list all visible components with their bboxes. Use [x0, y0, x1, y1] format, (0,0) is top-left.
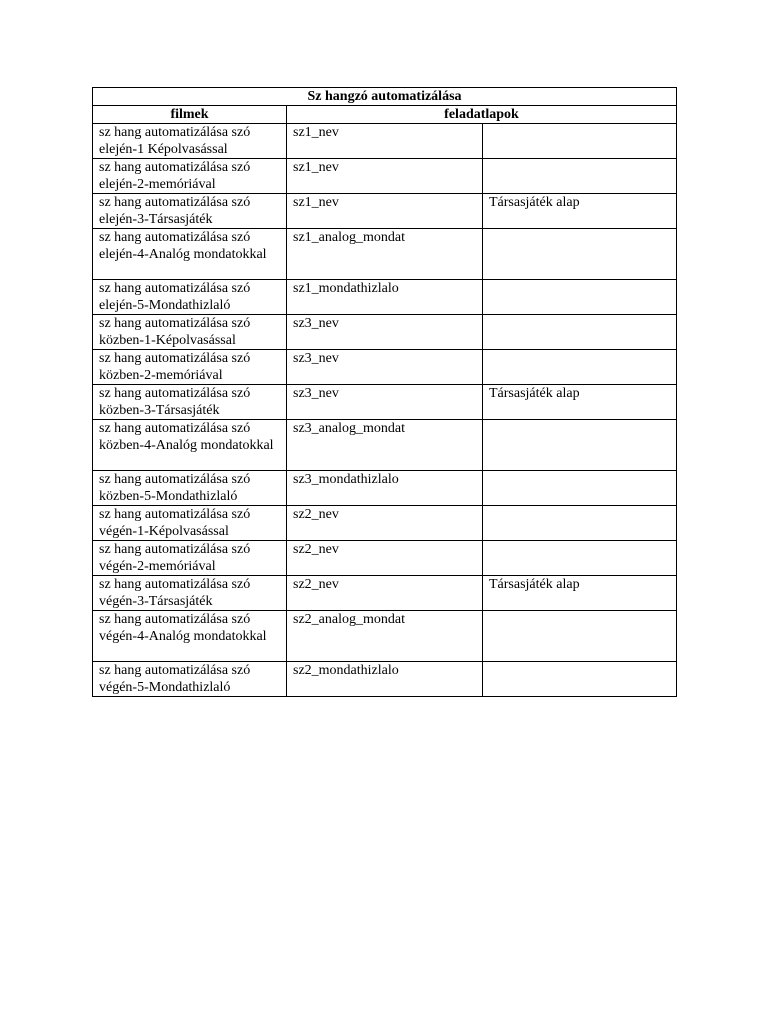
table-row — [93, 280, 677, 315]
film-cell: sz hang automatizálása szó közben-4-Analóg mondatokkal — [93, 420, 287, 471]
worksheet-cell: sz1_analog_mondat — [287, 229, 483, 280]
table-row — [93, 194, 677, 229]
table-row — [93, 229, 677, 280]
table-row — [93, 420, 677, 471]
film-cell: sz hang automatizálása szó végén-3-Társasjáték — [93, 576, 287, 611]
table-title: Sz hangzó automatizálása — [93, 88, 677, 106]
films-table — [92, 87, 677, 697]
extra-cell — [483, 506, 677, 541]
film-cell: sz hang automatizálása szó végén-2-memóriával — [93, 541, 287, 576]
extra-cell — [483, 280, 677, 315]
film-cell: sz hang automatizálása szó elején-3-Társasjáték — [93, 194, 287, 229]
table-row — [93, 506, 677, 541]
worksheet-cell: sz1_nev — [287, 194, 483, 229]
table-row — [93, 471, 677, 506]
extra-cell: Társasjáték alap — [483, 194, 677, 229]
table-row — [93, 350, 677, 385]
extra-cell — [483, 541, 677, 576]
document-page — [92, 87, 676, 697]
extra-cell — [483, 229, 677, 280]
worksheet-cell: sz3_mondathizlalo — [287, 471, 483, 506]
header-row — [93, 106, 677, 124]
extra-cell — [483, 159, 677, 194]
film-cell: sz hang automatizálása szó közben-5-Mondathizlaló — [93, 471, 287, 506]
worksheet-cell: sz3_nev — [287, 385, 483, 420]
extra-cell — [483, 420, 677, 471]
worksheet-cell: sz2_nev — [287, 541, 483, 576]
worksheet-cell: sz1_mondathizlalo — [287, 280, 483, 315]
worksheets-header: feladatlapok — [287, 106, 677, 124]
table-row — [93, 385, 677, 420]
extra-cell — [483, 471, 677, 506]
table-row — [93, 662, 677, 697]
worksheet-cell: sz2_analog_mondat — [287, 611, 483, 662]
film-cell: sz hang automatizálása szó végén-5-Mondathizlaló — [93, 662, 287, 697]
films-header: filmek — [93, 106, 287, 124]
film-cell: sz hang automatizálása szó közben-2-memóriával — [93, 350, 287, 385]
film-cell: sz hang automatizálása szó végén-4-Analóg mondatokkal — [93, 611, 287, 662]
film-cell: sz hang automatizálása szó közben-3-Társasjáték — [93, 385, 287, 420]
extra-cell — [483, 350, 677, 385]
table-row — [93, 576, 677, 611]
extra-cell: Társasjáték alap — [483, 576, 677, 611]
extra-cell — [483, 315, 677, 350]
worksheet-cell: sz3_nev — [287, 315, 483, 350]
film-cell: sz hang automatizálása szó elején-2-memóriával — [93, 159, 287, 194]
extra-cell — [483, 124, 677, 159]
table-row — [93, 315, 677, 350]
table-row — [93, 159, 677, 194]
table-row — [93, 541, 677, 576]
film-cell: sz hang automatizálása szó elején-1 Képolvasással — [93, 124, 287, 159]
table-row — [93, 611, 677, 662]
extra-cell — [483, 662, 677, 697]
film-cell: sz hang automatizálása szó közben-1-Képolvasással — [93, 315, 287, 350]
worksheet-cell: sz3_analog_mondat — [287, 420, 483, 471]
worksheet-cell: sz1_nev — [287, 124, 483, 159]
worksheet-cell: sz2_nev — [287, 506, 483, 541]
film-cell: sz hang automatizálása szó elején-4-Analóg mondatokkal — [93, 229, 287, 280]
film-cell: sz hang automatizálása szó elején-5-Mondathizlaló — [93, 280, 287, 315]
title-row — [93, 88, 677, 106]
extra-cell — [483, 611, 677, 662]
worksheet-cell: sz1_nev — [287, 159, 483, 194]
worksheet-cell: sz3_nev — [287, 350, 483, 385]
film-cell: sz hang automatizálása szó végén-1-Képolvasással — [93, 506, 287, 541]
worksheet-cell: sz2_mondathizlalo — [287, 662, 483, 697]
worksheet-cell: sz2_nev — [287, 576, 483, 611]
table-row — [93, 124, 677, 159]
extra-cell: Társasjáték alap — [483, 385, 677, 420]
